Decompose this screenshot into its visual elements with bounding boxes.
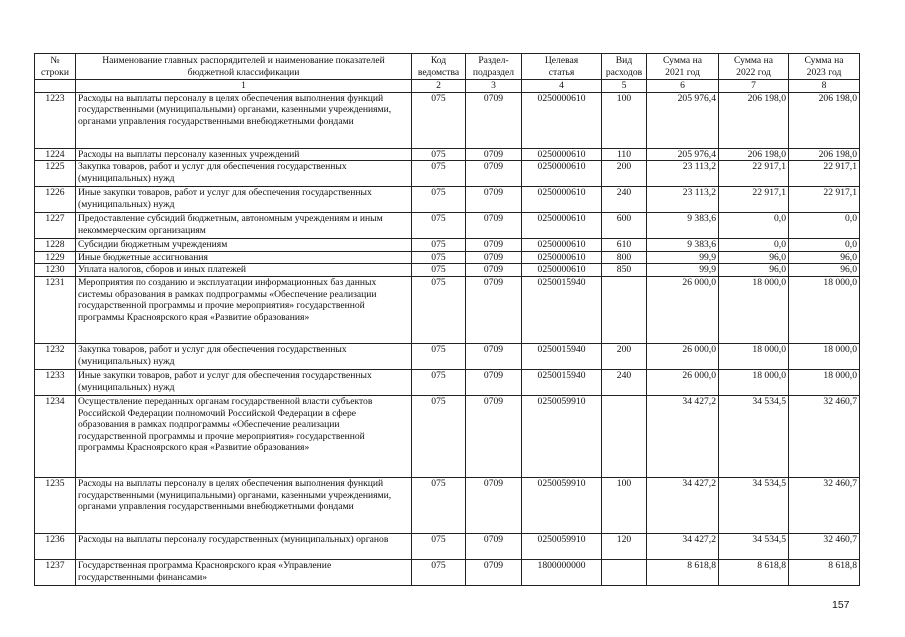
department-code-cell: 075	[412, 213, 466, 239]
section-subsection-cell: 0709	[466, 239, 522, 252]
expense-type-cell: 610	[602, 239, 647, 252]
department-code-cell: 075	[412, 559, 466, 585]
row-name-cell: Уплата налогов, сборов и иных платежей	[76, 264, 412, 277]
expense-type-cell: 240	[602, 187, 647, 213]
sum-2021-cell: 26 000,0	[647, 276, 719, 343]
row-number-cell: 1226	[35, 187, 76, 213]
table-row	[35, 239, 860, 252]
section-subsection-cell: 0709	[466, 395, 522, 477]
column-number-cell	[35, 80, 76, 93]
header-section-subsection: Раздел- подраздел	[466, 54, 522, 80]
department-code-cell: 075	[412, 369, 466, 395]
row-name-cell: Иные закупки товаров, работ и услуг для обеспечения государственных (муниципальных) нужд	[76, 187, 412, 213]
department-code-cell: 075	[412, 264, 466, 277]
row-number-cell: 1228	[35, 239, 76, 252]
header-sum-2022: Сумма на 2022 год	[719, 54, 789, 80]
sum-2022-cell: 22 917,1	[719, 161, 789, 187]
table-row	[35, 148, 860, 161]
sum-2023-cell: 18 000,0	[789, 276, 860, 343]
sum-2022-cell: 8 618,8	[719, 559, 789, 585]
target-item-cell: 0250015940	[522, 343, 602, 369]
table-row	[35, 276, 860, 343]
row-number-cell: 1234	[35, 395, 76, 477]
section-subsection-cell: 0709	[466, 559, 522, 585]
sum-2022-cell: 18 000,0	[719, 343, 789, 369]
row-number-cell: 1225	[35, 161, 76, 187]
expense-type-cell: 100	[602, 92, 647, 148]
row-name-cell: Субсидии бюджетным учреждениям	[76, 239, 412, 252]
table-row	[35, 395, 860, 477]
sum-2021-cell: 26 000,0	[647, 369, 719, 395]
table-row	[35, 213, 860, 239]
section-subsection-cell: 0709	[466, 369, 522, 395]
row-name-cell: Предоставление субсидий бюджетным, автономным учреждениям и иным некоммерческим организациям	[76, 213, 412, 239]
sum-2022-cell: 18 000,0	[719, 276, 789, 343]
column-number-row	[35, 80, 860, 93]
sum-2021-cell: 205 976,4	[647, 92, 719, 148]
sum-2021-cell: 8 618,8	[647, 559, 719, 585]
header-expense-type: Вид расходов	[602, 54, 647, 80]
target-item-cell: 0250000610	[522, 161, 602, 187]
sum-2021-cell: 34 427,2	[647, 533, 719, 559]
row-number-cell: 1224	[35, 148, 76, 161]
department-code-cell: 075	[412, 276, 466, 343]
row-name-cell: Закупка товаров, работ и услуг для обеспечения государственных (муниципальных) нужд	[76, 161, 412, 187]
sum-2022-cell: 34 534,5	[719, 533, 789, 559]
target-item-cell: 0250000610	[522, 187, 602, 213]
column-number-cell: 7	[719, 80, 789, 93]
section-subsection-cell: 0709	[466, 92, 522, 148]
sum-2023-cell: 32 460,7	[789, 477, 860, 533]
row-number-cell: 1231	[35, 276, 76, 343]
sum-2022-cell: 34 534,5	[719, 395, 789, 477]
row-number-cell: 1236	[35, 533, 76, 559]
row-number-cell: 1230	[35, 264, 76, 277]
row-name-cell: Осуществление переданных органам государственной власти субъектов Российской Федерации полномочий Российской Федерации в сфере образования в рамках подпрограммы «Обеспечение реализации государственной программы и прочие мероприятия» государственной программы Красноярского края «Развитие образования»	[76, 395, 412, 477]
sum-2023-cell: 96,0	[789, 264, 860, 277]
table-body	[35, 92, 860, 585]
section-subsection-cell: 0709	[466, 264, 522, 277]
table-row	[35, 533, 860, 559]
row-number-cell: 1235	[35, 477, 76, 533]
table-row	[35, 161, 860, 187]
header-row-number: № строки	[35, 54, 76, 80]
target-item-cell: 0250000610	[522, 239, 602, 252]
page-number: 157	[832, 599, 850, 611]
sum-2022-cell: 0,0	[719, 213, 789, 239]
column-number-cell: 8	[789, 80, 860, 93]
row-name-cell: Закупка товаров, работ и услуг для обеспечения государственных (муниципальных) нужд	[76, 343, 412, 369]
section-subsection-cell: 0709	[466, 148, 522, 161]
row-number-cell: 1229	[35, 251, 76, 264]
sum-2023-cell: 206 198,0	[789, 92, 860, 148]
sum-2023-cell: 32 460,7	[789, 533, 860, 559]
target-item-cell: 0250000610	[522, 148, 602, 161]
sum-2022-cell: 34 534,5	[719, 477, 789, 533]
sum-2021-cell: 9 383,6	[647, 213, 719, 239]
sum-2023-cell: 206 198,0	[789, 148, 860, 161]
sum-2023-cell: 18 000,0	[789, 343, 860, 369]
department-code-cell: 075	[412, 251, 466, 264]
sum-2021-cell: 99,9	[647, 264, 719, 277]
column-number-cell: 6	[647, 80, 719, 93]
row-name-cell: Иные закупки товаров, работ и услуг для обеспечения государственных (муниципальных) нужд	[76, 369, 412, 395]
table-row	[35, 369, 860, 395]
sum-2022-cell: 22 917,1	[719, 187, 789, 213]
header-name: Наименование главных распорядителей и наименование показателей бюджетной классификации	[76, 54, 412, 80]
row-number-cell: 1223	[35, 92, 76, 148]
expense-type-cell	[602, 276, 647, 343]
expense-type-cell: 110	[602, 148, 647, 161]
department-code-cell: 075	[412, 239, 466, 252]
column-number-cell: 5	[602, 80, 647, 93]
sum-2021-cell: 9 383,6	[647, 239, 719, 252]
expense-type-cell: 600	[602, 213, 647, 239]
row-number-cell: 1227	[35, 213, 76, 239]
department-code-cell: 075	[412, 395, 466, 477]
row-name-cell: Расходы на выплаты персоналу в целях обеспечения выполнения функций государственными (муниципальными) органами, казенными учреждениями, органами управления государственными внебюджетными фондами	[76, 92, 412, 148]
target-item-cell: 0250059910	[522, 477, 602, 533]
table-row	[35, 477, 860, 533]
row-name-cell: Расходы на выплаты персоналу казенных учреждений	[76, 148, 412, 161]
row-name-cell: Государственная программа Красноярского края «Управление государственными финансами»	[76, 559, 412, 585]
table-header	[35, 54, 860, 93]
section-subsection-cell: 0709	[466, 161, 522, 187]
sum-2023-cell: 0,0	[789, 239, 860, 252]
section-subsection-cell: 0709	[466, 533, 522, 559]
sum-2022-cell: 96,0	[719, 251, 789, 264]
expense-type-cell: 850	[602, 264, 647, 277]
row-number-cell: 1233	[35, 369, 76, 395]
sum-2022-cell: 96,0	[719, 264, 789, 277]
sum-2023-cell: 32 460,7	[789, 395, 860, 477]
sum-2021-cell: 26 000,0	[647, 343, 719, 369]
sum-2021-cell: 34 427,2	[647, 477, 719, 533]
sum-2022-cell: 18 000,0	[719, 369, 789, 395]
section-subsection-cell: 0709	[466, 276, 522, 343]
expense-type-cell: 800	[602, 251, 647, 264]
column-number-cell: 2	[412, 80, 466, 93]
row-number-cell: 1237	[35, 559, 76, 585]
section-subsection-cell: 0709	[466, 477, 522, 533]
budget-table	[34, 53, 860, 586]
expense-type-cell: 200	[602, 161, 647, 187]
expense-type-cell: 200	[602, 343, 647, 369]
header-sum-2023: Сумма на 2023 год	[789, 54, 860, 80]
header-target-item: Целевая статья	[522, 54, 602, 80]
target-item-cell: 0250000610	[522, 264, 602, 277]
section-subsection-cell: 0709	[466, 213, 522, 239]
sum-2023-cell: 22 917,1	[789, 187, 860, 213]
sum-2022-cell: 206 198,0	[719, 92, 789, 148]
sum-2022-cell: 206 198,0	[719, 148, 789, 161]
sum-2023-cell: 22 917,1	[789, 161, 860, 187]
column-number-cell: 4	[522, 80, 602, 93]
column-number-cell: 3	[466, 80, 522, 93]
target-item-cell: 0250015940	[522, 369, 602, 395]
table-row	[35, 559, 860, 585]
row-number-cell: 1232	[35, 343, 76, 369]
target-item-cell: 0250000610	[522, 213, 602, 239]
column-number-cell: 1	[76, 80, 412, 93]
target-item-cell: 0250059910	[522, 533, 602, 559]
section-subsection-cell: 0709	[466, 343, 522, 369]
target-item-cell: 0250000610	[522, 251, 602, 264]
sum-2023-cell: 0,0	[789, 213, 860, 239]
expense-type-cell: 120	[602, 533, 647, 559]
sum-2021-cell: 34 427,2	[647, 395, 719, 477]
target-item-cell: 1800000000	[522, 559, 602, 585]
row-name-cell: Расходы на выплаты персоналу в целях обеспечения выполнения функций государственными (муниципальными) органами, казенными учреждениями, органами управления государственными внебюджетными фондами	[76, 477, 412, 533]
sum-2023-cell: 96,0	[789, 251, 860, 264]
table-row	[35, 92, 860, 148]
row-name-cell: Мероприятия по созданию и эксплуатации информационных баз данных системы образования в рамках подпрограммы «Обеспечение реализации государственной программы и прочие мероприятия» государственной программы Красноярского края «Развитие образования»	[76, 276, 412, 343]
table-row	[35, 187, 860, 213]
header-department-code: Код ведомства	[412, 54, 466, 80]
sum-2023-cell: 8 618,8	[789, 559, 860, 585]
table-row	[35, 264, 860, 277]
target-item-cell: 0250059910	[522, 395, 602, 477]
department-code-cell: 075	[412, 148, 466, 161]
department-code-cell: 075	[412, 533, 466, 559]
table-row	[35, 343, 860, 369]
sum-2022-cell: 0,0	[719, 239, 789, 252]
target-item-cell: 0250000610	[522, 92, 602, 148]
department-code-cell: 075	[412, 161, 466, 187]
section-subsection-cell: 0709	[466, 187, 522, 213]
target-item-cell: 0250015940	[522, 276, 602, 343]
department-code-cell: 075	[412, 343, 466, 369]
row-name-cell: Расходы на выплаты персоналу государственных (муниципальных) органов	[76, 533, 412, 559]
table-row	[35, 251, 860, 264]
sum-2021-cell: 205 976,4	[647, 148, 719, 161]
header-row	[35, 54, 860, 80]
sum-2023-cell: 18 000,0	[789, 369, 860, 395]
expense-type-cell	[602, 559, 647, 585]
department-code-cell: 075	[412, 187, 466, 213]
section-subsection-cell: 0709	[466, 251, 522, 264]
sum-2021-cell: 99,9	[647, 251, 719, 264]
sum-2021-cell: 23 113,2	[647, 187, 719, 213]
expense-type-cell: 240	[602, 369, 647, 395]
expense-type-cell: 100	[602, 477, 647, 533]
sum-2021-cell: 23 113,2	[647, 161, 719, 187]
header-sum-2021: Сумма на 2021 год	[647, 54, 719, 80]
department-code-cell: 075	[412, 477, 466, 533]
row-name-cell: Иные бюджетные ассигнования	[76, 251, 412, 264]
expense-type-cell	[602, 395, 647, 477]
department-code-cell: 075	[412, 92, 466, 148]
